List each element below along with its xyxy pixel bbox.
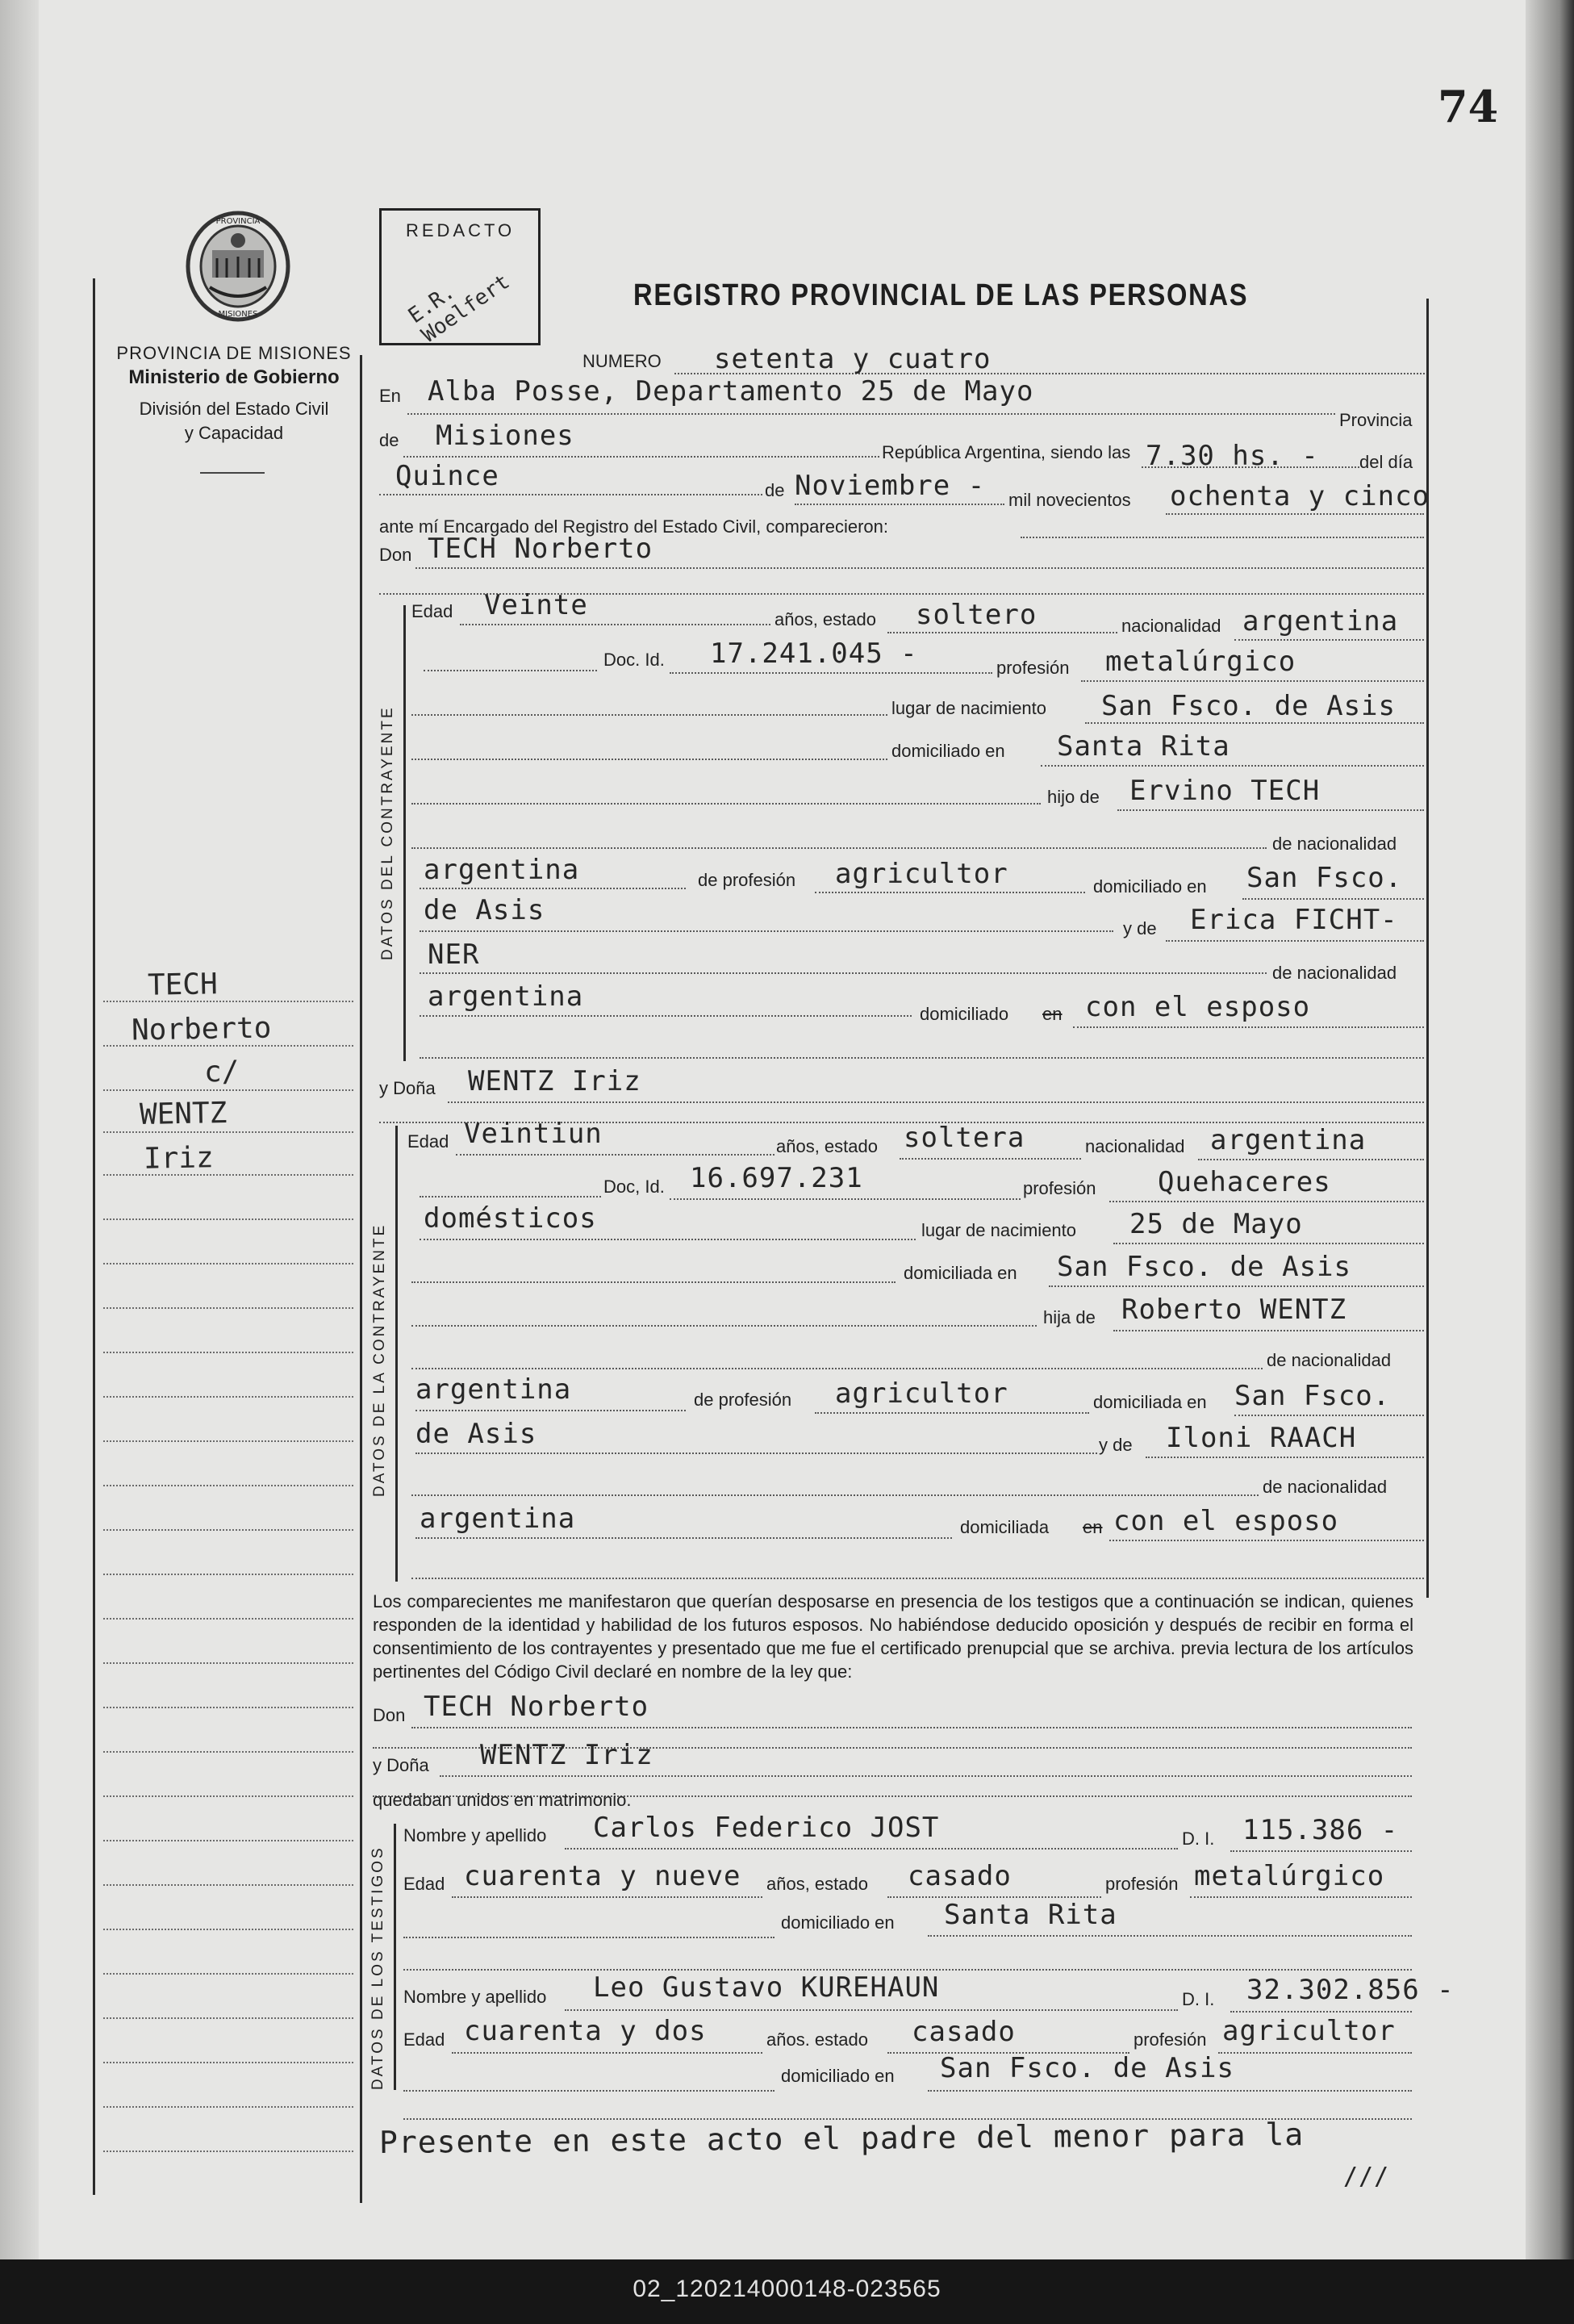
bride-name: WENTZ Iriz [468,1065,641,1097]
bride-doc-label: Doc, Id. [603,1177,665,1197]
bride-dom-label: domiciliada en [904,1263,1017,1283]
w1-name-label: Nombre y apellido [403,1825,547,1845]
w1-edad-label: Edad [403,1874,445,1894]
bride-nac-label: nacionalidad [1085,1136,1185,1156]
bride-mother: Iloni RAACH [1166,1422,1357,1454]
bride-estado-label: años, estado [776,1136,878,1156]
header-rule [200,472,265,474]
w2-status: casado [912,2016,1016,2048]
groom-doc: 17.241.045 - [710,637,918,670]
bride-father: Roberto WENTZ [1121,1294,1347,1326]
w1-di: 115.386 - [1242,1814,1399,1846]
place-value: Alba Posse, Departamento 25 de Mayo [428,375,1034,408]
page-number: 74 [1438,81,1499,132]
witness-block-border [394,1824,396,2090]
bride-father-profession: agricultor [835,1377,1008,1410]
quedaban-label: quedaban unidos en matrimonio. [373,1790,632,1810]
groom-father-nationality: argentina [424,854,580,886]
groom-dom-label: domiciliado en [891,741,1005,761]
groom-father-profession: agricultor [835,858,1008,890]
dona2-label: y Doña [373,1755,429,1775]
groom-mother-dom-label: domiciliado [920,1004,1009,1024]
en-label: En [379,386,401,406]
w2-prof-label: profesión [1134,2029,1207,2050]
redacto-label: REDACTO [406,220,516,240]
w2-age: cuarenta y dos [464,2015,707,2047]
final-mark: /// [1343,2163,1390,2191]
bride-father-nationality: argentina [415,1373,572,1406]
del-dia-label: del día [1359,452,1413,472]
margin-surname: TECH [147,968,219,1002]
w2-dom-label: domiciliado en [781,2066,895,2086]
groom-father-residence: San Fsco. [1246,862,1403,894]
w2-di: 32.302.856 - [1246,1974,1455,2006]
bride-nationality: argentina [1210,1124,1367,1156]
w2-residence: San Fsco. de Asis [940,2052,1234,2084]
bride-block-border [395,1126,398,1582]
groom-block-border [403,605,406,1061]
groom-status: soltero [916,599,1038,631]
final-note: Presente en este acto el padre del menor para la [378,2117,1305,2160]
w1-age: cuarenta y nueve [464,1860,741,1892]
witness-data-label: DATOS DE LOS TESTIGOS [369,1845,386,2090]
bride-edad-label: Edad [407,1131,449,1152]
bride-prof-label: profesión [1023,1178,1096,1198]
bride-name-2: WENTZ Iriz [480,1739,653,1771]
provincia-label: Provincia [1339,410,1413,430]
groom-estado-label: años, estado [774,609,876,629]
mil-label: mil novecientos [1008,490,1131,510]
w1-prof-label: profesión [1105,1874,1179,1894]
w2-estado-label: años. estado [766,2029,868,2050]
groom-mother: Erica FICHT- [1190,904,1398,936]
w1-estado-label: años, estado [766,1874,868,1894]
province-heading: PROVINCIA DE MISIONES [116,343,352,363]
numero-value: setenta y cuatro [714,343,992,375]
bride-doc: 16.697.231 [690,1162,863,1194]
w1-di-label: D. I. [1182,1829,1215,1849]
republica-label: República Argentina, siendo las [882,442,1131,462]
w1-residence: Santa Rita [944,1899,1117,1931]
division-heading: División del Estado Civil [139,399,329,419]
groom-father-nac-label: de nacionalidad [1272,834,1397,854]
bride-mother-dom-label: domiciliada [960,1517,1050,1537]
w2-edad-label: Edad [403,2029,445,2050]
margin-con: c/ [203,1055,240,1089]
bride-mother-residence: con el esposo [1113,1505,1339,1537]
month-value: Noviembre - [795,470,986,502]
groom-prof-label: profesión [996,658,1070,678]
bride-profession-2: domésticos [424,1202,597,1235]
bride-residence: San Fsco. de Asis [1057,1251,1351,1283]
redacto-note: E.R. Woelfert [403,269,515,348]
redacto-stamp [379,208,541,348]
groom-edad-label: Edad [411,601,453,621]
groom-profession: metalúrgico [1105,646,1296,678]
groom-hijo-label: hijo de [1047,787,1100,807]
w1-dom-label: domiciliado en [781,1912,895,1933]
groom-doc-label: Doc. Id. [603,650,665,670]
groom-nac-label: nacionalidad [1121,616,1221,636]
bride-father-nac-label: de nacionalidad [1267,1350,1392,1370]
page-left-edge [0,0,39,2259]
bride-profession: Quehaceres [1158,1166,1331,1198]
ante-label: ante mí Encargado del Registro del Estado Civil, comparecieron: [379,516,888,537]
struck-en-2: en [1083,1517,1103,1537]
bride-father-residence: San Fsco. [1234,1380,1391,1412]
capacity-heading: y Capacidad [184,423,284,443]
groom-birth-label: lugar de nacimiento [891,698,1047,718]
province-value: Misiones [436,420,574,452]
left-margin-line [93,278,95,2195]
document-title: REGISTRO PROVINCIAL DE LAS PERSONAS [633,278,1249,312]
groom-residence: Santa Rita [1057,730,1230,763]
don2-label: Don [373,1705,406,1725]
svg-text:MISIONES: MISIONES [218,310,258,319]
groom-father-residence-2: de Asis [424,894,545,926]
de-month-label: de [765,480,785,500]
w2-name-label: Nombre y apellido [403,1987,547,2007]
groom-mother-nationality: argentina [428,980,584,1013]
w1-profession: metalúrgico [1194,1860,1385,1892]
bride-mother-nationality: argentina [420,1503,576,1535]
bride-father-prof-label: de profesión [694,1390,792,1410]
bride-mother-nac-label: de nacionalidad [1263,1477,1388,1497]
declaration-paragraph: Los comparecientes me manifestaron que querían desposarse en presencia de los testigos que a continuación se indican, quienes responden de la identidad y habilidad de los futuros esposos. No habiéndose deducido oposición y después de recibir en forma el consentimiento de los contrayentes y presentado que me fue el certificado prenupcial que se archiva. previa lectura de los artículos pertinentes del Código Civil declaré en nombre de la ley que: [373,1591,1413,1682]
groom-nationality: argentina [1242,605,1399,637]
ministry-heading: Ministerio de Gobierno [128,366,340,388]
bride-father-residence-2: de Asis [415,1418,537,1450]
w2-di-label: D. I. [1182,1989,1215,2009]
svg-text:PROVINCIA: PROVINCIA [215,217,261,226]
bride-birthplace: 25 de Mayo [1129,1208,1303,1240]
don-label: Don [379,545,412,565]
groom-mother-nac-label: de nacionalidad [1272,963,1397,983]
numero-label: NUMERO [582,351,662,371]
margin-name-2: Iriz [143,1141,215,1176]
groom-mother-label: y de [1123,918,1157,938]
groom-mother-residence: con el esposo [1085,991,1311,1023]
year-value: ochenta y cinco [1170,480,1430,512]
groom-father-prof-label: de profesión [698,870,796,890]
bride-status: soltera [904,1122,1025,1154]
w2-profession: agricultor [1222,2015,1396,2047]
margin-surname-2: WENTZ [139,1097,228,1131]
bride-age: Veintiun [464,1118,603,1150]
province-seal-icon [182,210,294,331]
w1-name: Carlos Federico JOST [593,1812,940,1844]
bride-data-label: DATOS DE LA CONTRAYENTE [371,1223,388,1497]
de-label: de [379,430,399,450]
groom-name-2: TECH Norberto [424,1691,649,1723]
day-value: Quince [395,460,499,492]
dona-label: y Doña [379,1078,436,1098]
struck-en: en [1042,1004,1063,1024]
w1-status: casado [908,1860,1012,1892]
groom-father: Ervino TECH [1129,775,1321,807]
image-caption: 02_120214000148-023565 [633,2276,941,2302]
groom-age: Veinte [484,589,588,621]
bride-birth-label: lugar de nacimiento [921,1220,1077,1240]
bride-father-dom-label: domiciliada en [1093,1392,1207,1412]
bride-mother-label: y de [1099,1435,1133,1455]
hour-value: 7.30 hs. - [1146,440,1319,472]
groom-data-label: DATOS DEL CONTRAYENTE [379,705,396,960]
form-left-border [360,355,362,2203]
margin-name: Norberto [131,1011,272,1047]
groom-name: TECH Norberto [428,533,653,565]
w2-name: Leo Gustavo KUREHAUN [593,1971,940,2004]
groom-mother-2: NER [428,938,480,971]
groom-father-dom-label: domiciliado en [1093,876,1207,897]
groom-birthplace: San Fsco. de Asis [1101,690,1396,722]
page-right-edge [1526,0,1574,2259]
bride-hija-label: hija de [1043,1307,1096,1327]
